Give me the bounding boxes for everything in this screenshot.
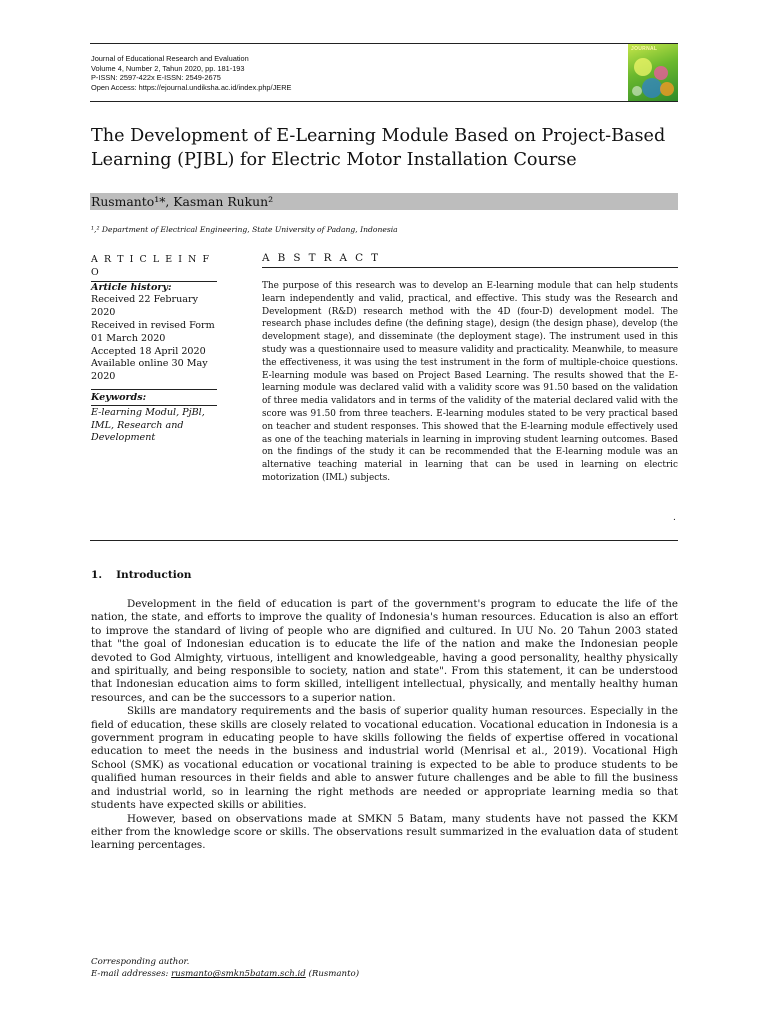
section-rule (90, 540, 678, 541)
history-accepted: Accepted 18 April 2020 (91, 345, 206, 357)
introduction-body (91, 598, 678, 853)
paragraph: Development in the field of education is part of the government's program to educate the life of the nation, the state, and efforts to improve the quality of Indonesia's human resources. Education is also an effort to improve the standard of living of people who are dignified and cultured. In UU No. 20 Tahun 2003 stated that "the goal of Indonesian education is to educate the life of the nation and make the Indonesian people devoted to God Almighty, virtuous, intelligent and knowledgeable, having a good personality, healthy physically and spiritually, and being responsible to society, nation and state". From this statement, it can be understood that Indonesian education aims to form skilled, intelligent intellectual, physically, and mentally healthy human resources, and can be the successors to a superior nation. (91, 598, 678, 704)
paragraph: However, based on observations made at SMKN 5 Batam, many students have not passed the KKM either from the knowledge score or skills. The observations result summarized in the evaluation data of student learning percentages. (91, 812, 678, 852)
history-revised: Received in revised Form 01 March 2020 (91, 319, 215, 344)
corresponding-author-label: Corresponding author. (91, 957, 190, 967)
history-received: Received 22 February 2020 (91, 294, 199, 319)
keywords-text: E-learning Modul, PjBl, IML, Research and Development (91, 406, 205, 444)
email-label: E-mail addresses: (91, 969, 169, 980)
authors: Rusmanto¹*, Kasman Rukun² (91, 194, 274, 209)
email-owner: (Rusmanto) (308, 969, 360, 980)
article-info-heading: A R T I C L E I N F O (91, 254, 217, 282)
paragraph: Skills are mandatory requirements and the basis of superior quality human resources. Especially in the field of education, these skills are closely related to vocational education. Vocational education in Indonesia is a government program in educating people to have skills following the fields of expertise offered in vocational education to meet the needs in the business and industrial world (Menrisal et al., 2019). Vocational High School (SMK) as vocational education or vocational training is expected to be able to produce students to be qualified human resources in their fields and able to answer future challenges and be able to fill the business and industrial world, so in learning the right methods are needed or appropriate learning media so that students have expected skills or abilities. (91, 705, 678, 812)
email-link[interactable]: rusmanto@smkn5batam.sch.id (171, 969, 306, 980)
affiliation: ¹,² Department of Electrical Engineering, State University of Padang, Indonesia (91, 225, 398, 234)
cover-label: JOURNAL (631, 46, 658, 52)
email-line (91, 968, 359, 980)
abstract-text: The purpose of this research was to develop an E-learning module that can help students learn independently and valid, practical, and effective. This study was the Research and Development (R&D) research method with the 4D (four-D) development model. The research phase includes define (the defining stage), design (the design phase), develop (the development stage), and disseminate (the deployment stage). The instrument used in this study was a questionnaire used to measure validity and practicality. Meanwhile, to measure the effectiveness, it was using the test instrument in the form of multiple-choice questions. E-learning module was based on Project Based Learning. The results showed that the E-learning module was declared valid with a validity score was 91.50 based on the validation of three media validators and in terms of the validity of the material declared valid with the score was 91.50 from three teachers. E-learning modules stated to be very practical based on teacher and student responses. This showed that the E-learning module effectively used as one of the teaching materials in learning in improving student learning outcomes. Based on the findings of the study it can be recommended that the E-learning module was an alternative teaching material in learning that can be used in learning on electric motorization (IML) subjects. (262, 281, 678, 483)
journal-name: Journal of Educational Research and Evaluation (91, 54, 249, 63)
journal-cover-image (628, 44, 678, 101)
section-number: 1. (91, 569, 103, 581)
section-heading (91, 569, 192, 581)
abstract-trailing-mark: . (673, 513, 676, 523)
journal-volume: Volume 4, Number 2, Tahun 2020, pp. 181-193 (91, 63, 245, 73)
journal-issn: P-ISSN: 2597-422x E-ISSN: 2549-2675 (91, 73, 221, 83)
abstract-heading: A B S T R A C T (262, 252, 678, 268)
header-top-rule (90, 43, 678, 44)
section-title: Introduction (116, 569, 192, 581)
keywords-block (91, 389, 217, 445)
journal-header (91, 54, 511, 92)
history-online: Available online 30 May 2020 (91, 358, 208, 383)
keywords-rule (91, 389, 217, 390)
journal-open-access: Open Access: https://ejournal.undiksha.ac.id/index.php/JERE (91, 82, 292, 92)
keywords-label: Keywords: (91, 392, 217, 406)
article-history-label: Article history: (91, 281, 172, 293)
header-bottom-rule (90, 101, 678, 102)
footnote (91, 956, 359, 980)
paper-title: The Development of E-Learning Module Based on Project-Based Learning (PJBL) for Electric Motor Installation Course (91, 126, 666, 170)
author-bar (90, 193, 678, 210)
article-info (91, 254, 217, 384)
